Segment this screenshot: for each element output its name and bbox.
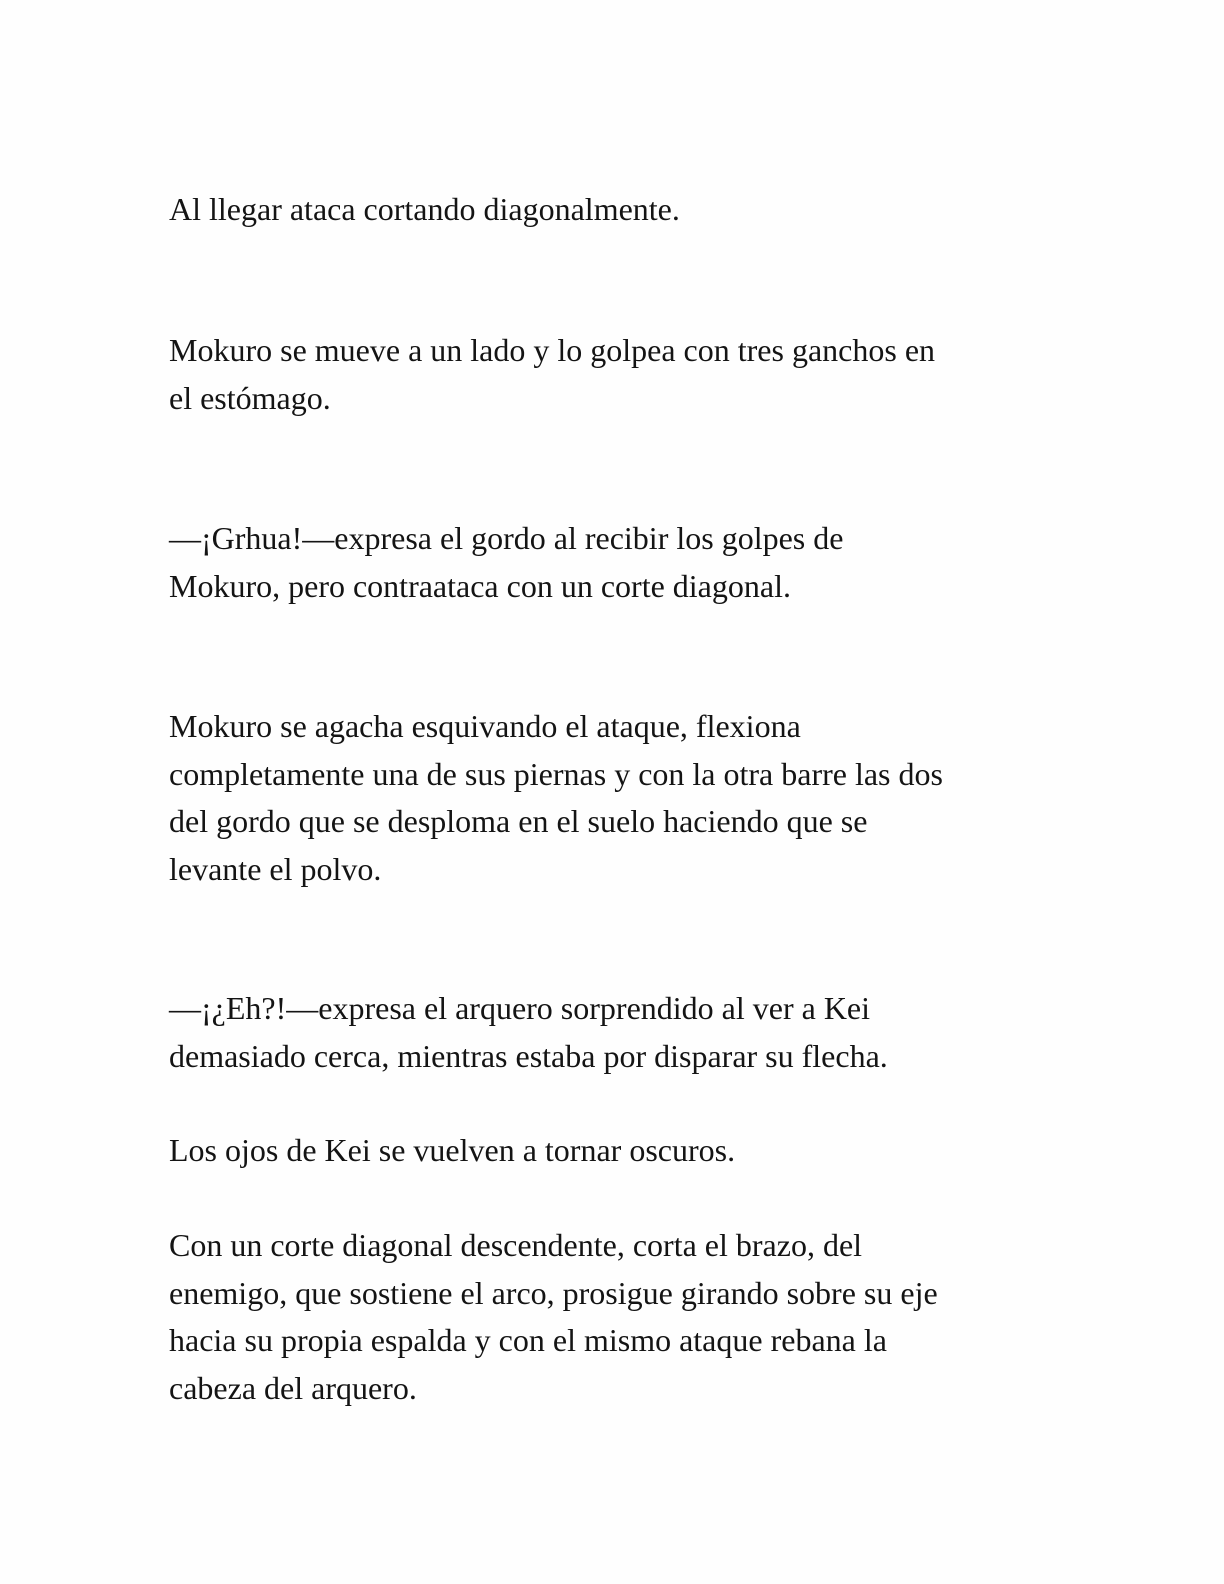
paragraph-1 [169, 186, 1059, 234]
paragraph-3 [169, 515, 1059, 610]
text-line: completamente una de sus piernas y con la otra barre las dos [169, 755, 943, 792]
text-line: Mokuro se agacha esquivando el ataque, flexiona [169, 708, 801, 744]
text-line: enemigo, que sostiene el arco, prosigue girando sobre su eje [169, 1274, 938, 1311]
text-line: el estómago. [169, 379, 331, 416]
paragraph-5 [169, 985, 1059, 1080]
text-line: —¡¿Eh?!—expresa el arquero sorprendido al ver a Kei [169, 990, 871, 1026]
text-line: del gordo que se desploma en el suelo haciendo que se [169, 803, 868, 839]
text-line: demasiado cerca, mientras estaba por disparar su flecha. [169, 1037, 888, 1074]
text-line: Los ojos de Kei se vuelven a tornar oscuros. [169, 1132, 736, 1168]
text-line: Mokuro, pero contraataca con un corte diagonal. [169, 567, 791, 604]
paragraph-4 [169, 703, 1059, 893]
text-line: —¡Grhua!—expresa el gordo al recibir los golpes de [169, 520, 844, 556]
paragraph-2 [169, 327, 1059, 422]
text-line: cabeza del arquero. [169, 1369, 417, 1406]
paragraph-6 [169, 1127, 1059, 1175]
text-line: hacia su propia espalda y con el mismo ataque rebana la [169, 1322, 887, 1358]
paragraph-7 [169, 1222, 1059, 1412]
text-line: Al llegar ataca cortando diagonalmente. [169, 191, 680, 227]
text-line: Con un corte diagonal descendente, corta el brazo, del [169, 1227, 863, 1263]
text-line: levante el polvo. [169, 850, 382, 887]
text-line: Mokuro se mueve a un lado y lo golpea con tres ganchos en [169, 332, 936, 368]
